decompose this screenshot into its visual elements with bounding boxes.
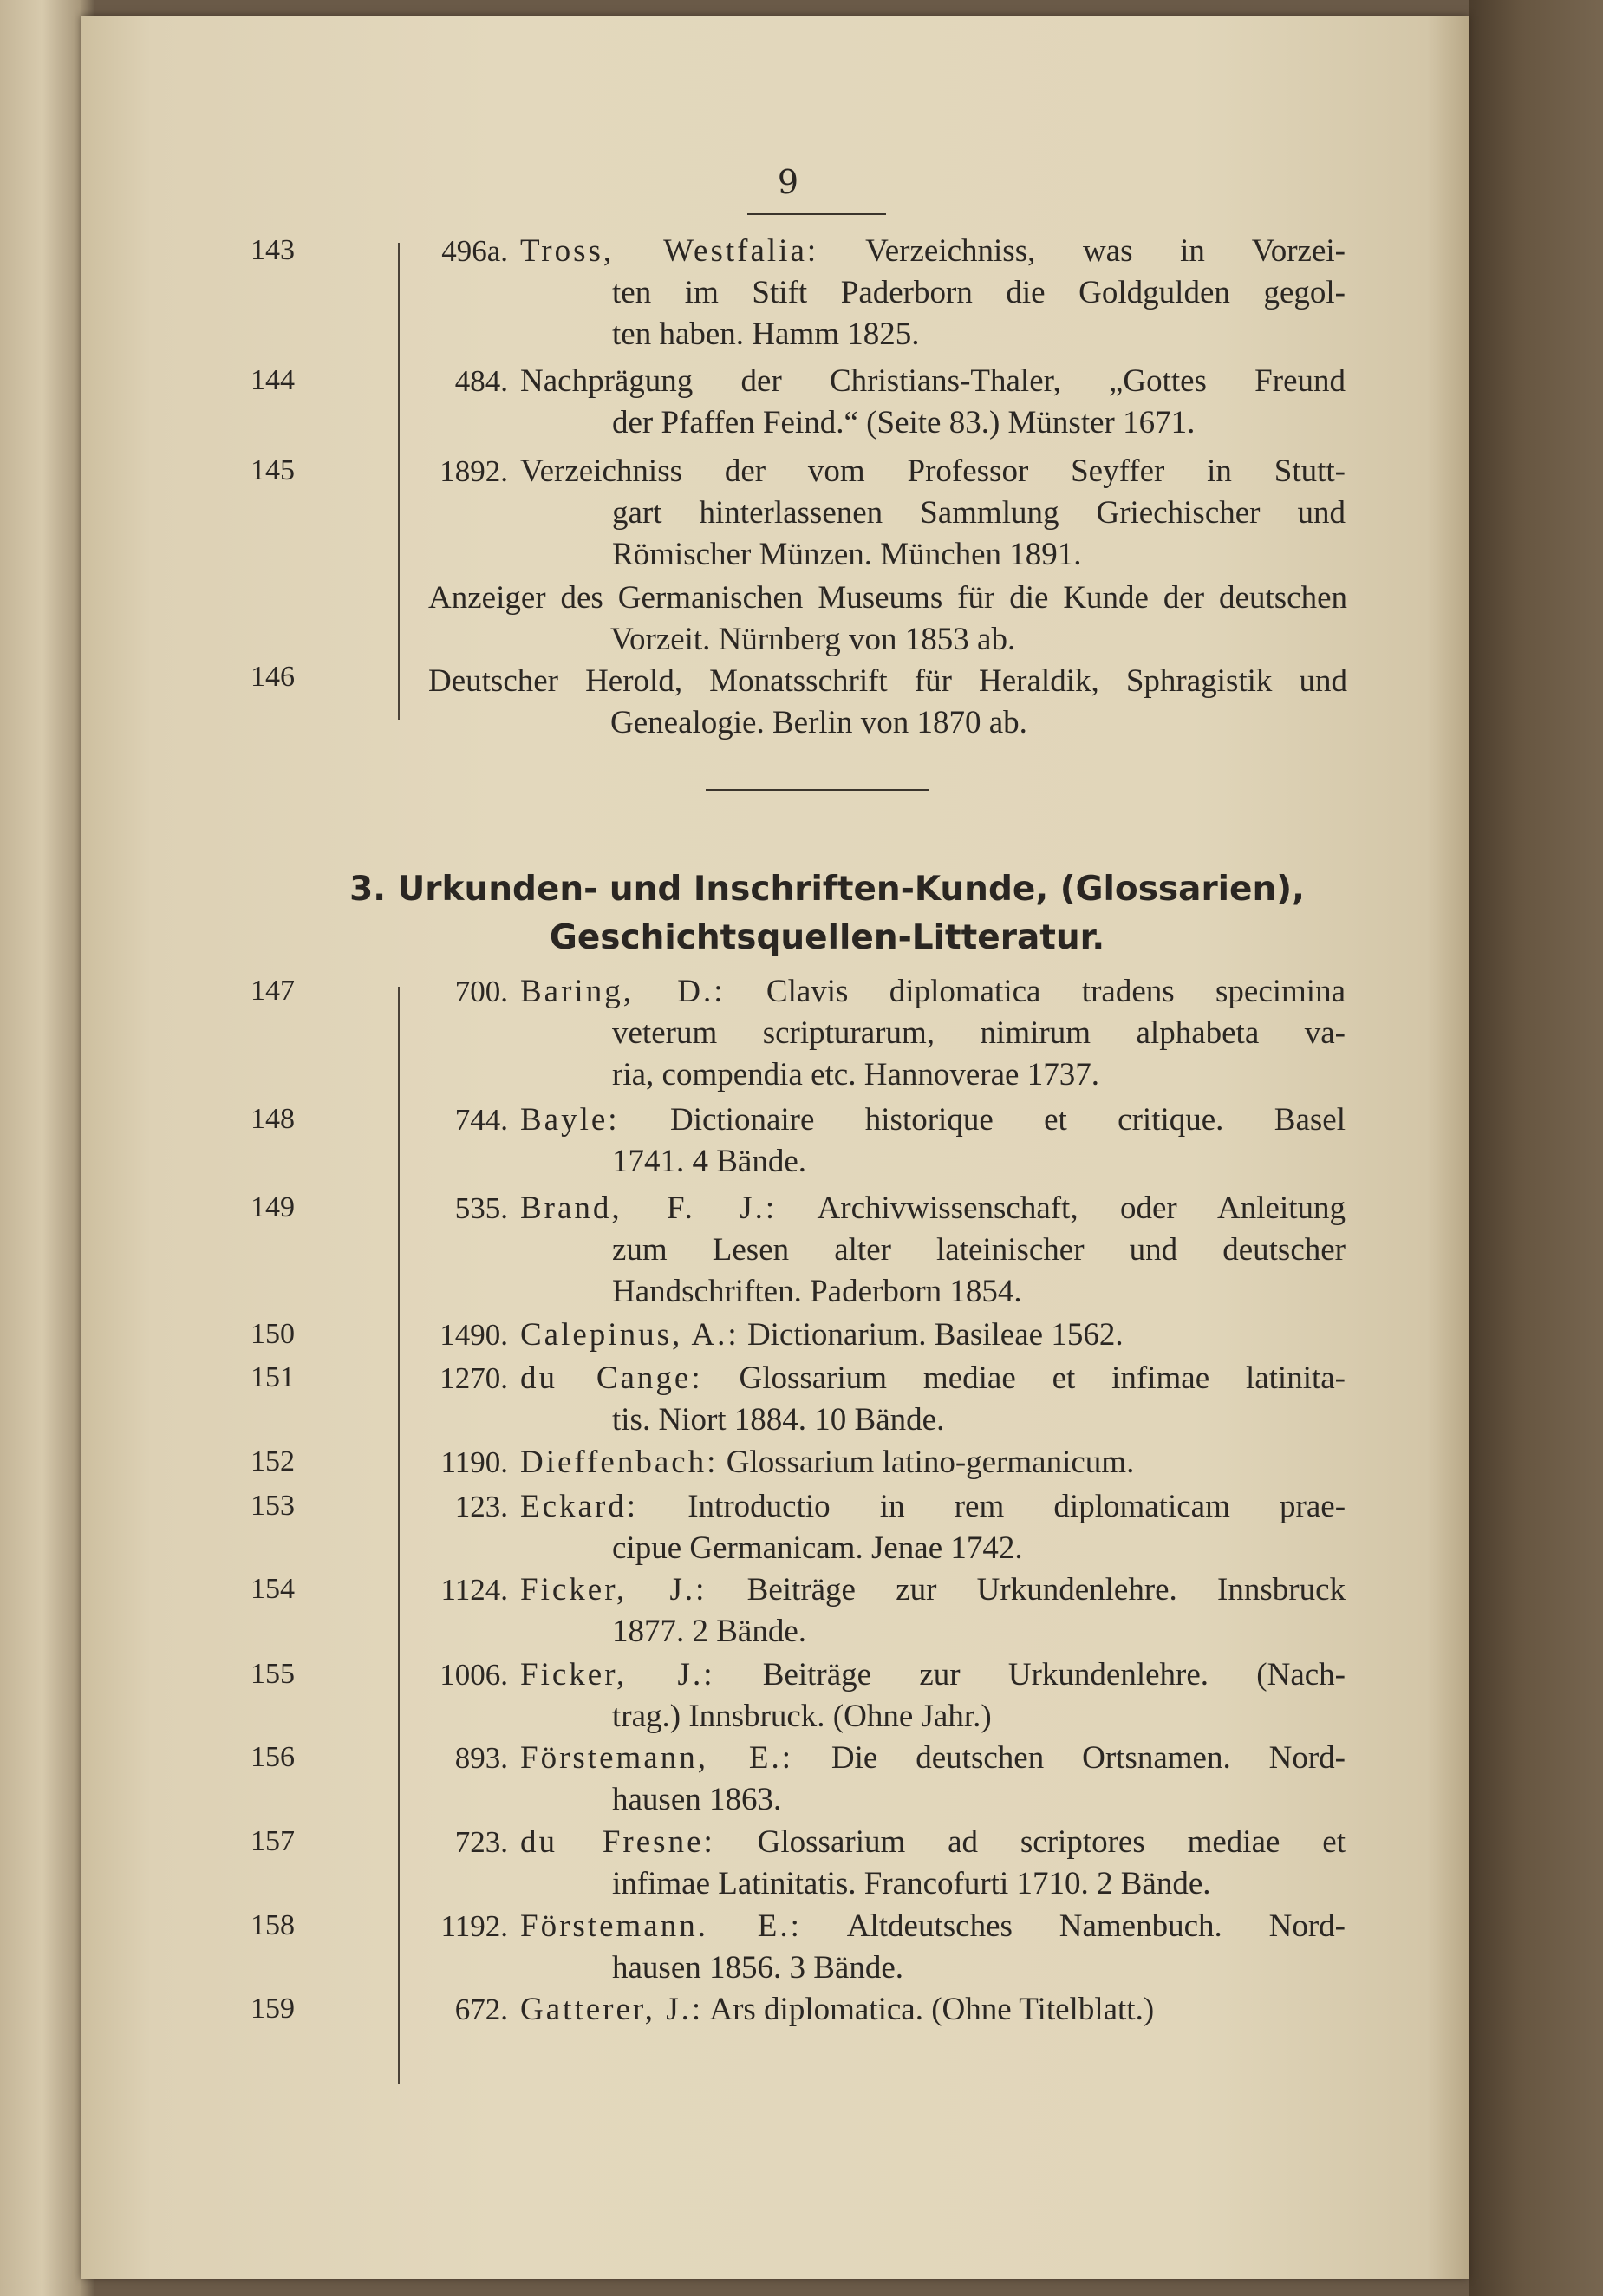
- entry-line: [520, 451, 1346, 492]
- entry-line-text: Introductio in rem diplomaticam prae-: [687, 1489, 1346, 1524]
- entry-text: [520, 451, 1346, 576]
- entry-author: Baring, D.:: [520, 974, 726, 1009]
- entry-line: [520, 1314, 1346, 1356]
- entry-line-text: ten haben. Hamm 1825.: [612, 316, 920, 352]
- catalogue-number: 1490.: [440, 1318, 508, 1352]
- entry-line: [520, 361, 1346, 402]
- entry-text: [520, 1486, 1346, 1569]
- entry-line-text: Dictionarium. Basileae 1562.: [746, 1317, 1124, 1353]
- background-edge: [1469, 0, 1603, 2296]
- entry-line: [520, 1654, 1346, 1696]
- entry-text: [520, 1358, 1346, 1441]
- entry-anzeiger: Anzeiger des Germanischen Museums für die Kunde der deutschen Vorzeit. Nürnberg von 1853 ab.: [428, 580, 1347, 657]
- entry-text: [520, 1822, 1346, 1905]
- entry-line-text: cipue Germanicam. Jenae 1742.: [612, 1530, 1023, 1566]
- entry-line: [520, 1569, 1346, 1611]
- previous-page-edge: [0, 0, 94, 2296]
- entry-line: [520, 1013, 1346, 1054]
- entry-author: Dieffenbach:: [520, 1445, 719, 1480]
- entry-author: Ficker, J.:: [520, 1657, 715, 1693]
- entry-author: du Fresne:: [520, 1824, 715, 1860]
- catalogue-number: 723.: [454, 1825, 508, 1859]
- entry-line: [520, 1989, 1346, 2031]
- section-separator: [706, 789, 929, 791]
- entry-line: [520, 1822, 1346, 1863]
- entry-line: [520, 1399, 1346, 1441]
- column-divider-top: [398, 243, 400, 720]
- entry-line-text: hausen 1863.: [612, 1782, 782, 1817]
- entry-line: [520, 1054, 1346, 1096]
- entry-text: [520, 1654, 1346, 1738]
- entry-author: Bayle:: [520, 1102, 620, 1138]
- entry-text: [520, 971, 1346, 1096]
- lot-number: 153: [251, 1490, 295, 1522]
- entry-text: [520, 1099, 1346, 1183]
- entry-line: [520, 1611, 1346, 1653]
- section-title-line1: Urkunden- und Inschriften-Kunde, (Glossarien),: [397, 870, 1305, 909]
- entry-line: [520, 402, 1346, 444]
- entry-author: Tross, Westfalia:: [520, 233, 819, 269]
- entry-line: [520, 1442, 1346, 1484]
- entry-line-text: zum Lesen alter lateinischer und deutscher: [612, 1232, 1346, 1268]
- entry-author: Eckard:: [520, 1489, 639, 1524]
- entry-line: [520, 1528, 1346, 1569]
- catalogue-number: 1270.: [440, 1361, 508, 1395]
- lot-number: 147: [251, 975, 295, 1007]
- entry-line: [520, 1738, 1346, 1779]
- lot-number: 146: [251, 661, 295, 693]
- entry-line: [520, 1099, 1346, 1141]
- book-page: [81, 16, 1469, 2279]
- entry-line: [520, 231, 1346, 272]
- entry-line-text: 1741. 4 Bände.: [612, 1144, 807, 1179]
- lot-number: 144: [251, 364, 295, 396]
- entry-line-text: Dictionaire historique et critique. Basel: [669, 1102, 1346, 1138]
- lot-number: 143: [251, 234, 295, 266]
- lot-number: 151: [251, 1361, 295, 1393]
- entry-author: Förstemann. E.:: [520, 1908, 802, 1944]
- catalogue-number: 1124.: [440, 1573, 508, 1607]
- section-heading: [307, 865, 1347, 962]
- entry-line: [520, 1863, 1346, 1905]
- entry-line-text: gart hinterlassenen Sammlung Griechischer und: [612, 495, 1346, 531]
- catalogue-number: 484.: [454, 364, 508, 398]
- entry-line: [520, 1486, 1346, 1528]
- entry-line: [520, 272, 1346, 314]
- entry-text: [520, 1989, 1346, 2031]
- lot-number: 155: [251, 1658, 295, 1690]
- entry-line-text: ria, compendia etc. Hannoverae 1737.: [612, 1057, 1099, 1093]
- entry-line-text: trag.) Innsbruck. (Ohne Jahr.): [612, 1699, 992, 1734]
- catalogue-number: 1190.: [440, 1445, 508, 1479]
- entry-line-text: Altdeutsches Namenbuch. Nord-: [846, 1908, 1346, 1944]
- entry-line-text: Nachprägung der Christians-Thaler, „Gottes Freund: [520, 363, 1346, 399]
- entry-text: [520, 1442, 1346, 1484]
- entry-line-text: hausen 1856. 3 Bände.: [612, 1950, 904, 1986]
- catalogue-number: 893.: [454, 1741, 508, 1775]
- entry-line: [520, 314, 1346, 355]
- entry-text: [520, 1314, 1346, 1356]
- lot-number: 159: [251, 1993, 295, 2025]
- entry-author: Brand, F. J.:: [520, 1190, 778, 1226]
- entry-line: [520, 492, 1346, 534]
- entry-author: du Cange:: [520, 1360, 703, 1396]
- entry-line: [520, 1271, 1346, 1313]
- entry-line-text: ten im Stift Paderborn die Goldgulden gegol-: [612, 275, 1346, 310]
- lot-number: 149: [251, 1191, 295, 1223]
- entry-line-text: Verzeichniss, was in Vorzei-: [865, 233, 1346, 269]
- entry-line-text: Römischer Münzen. München 1891.: [612, 537, 1082, 572]
- lot-number: 154: [251, 1573, 295, 1605]
- entry-line-text: veterum scripturarum, nimirum alphabeta va-: [612, 1015, 1346, 1051]
- entry-line: [520, 1358, 1346, 1399]
- entry-text: [520, 1906, 1346, 1989]
- catalogue-number: 535.: [454, 1191, 508, 1225]
- catalogue-number: 672.: [454, 1993, 508, 2026]
- entry-line-text: Ars diplomatica. (Ohne Titelblatt.): [709, 1992, 1155, 2027]
- entry-line: [520, 1696, 1346, 1738]
- catalogue-number: 496a.: [441, 234, 508, 268]
- lot-number: 156: [251, 1741, 295, 1773]
- entry-line-text: Die deutschen Ortsnamen. Nord-: [831, 1740, 1346, 1776]
- entry-line: [520, 1906, 1346, 1947]
- entry-line: [520, 1947, 1346, 1989]
- lot-number: 152: [251, 1445, 295, 1477]
- entry-author: Förstemann, E.:: [520, 1740, 793, 1776]
- entry-line: [520, 971, 1346, 1013]
- entry-line-text: Handschriften. Paderborn 1854.: [612, 1274, 1022, 1309]
- entry-line-text: tis. Niort 1884. 10 Bände.: [612, 1402, 945, 1438]
- entry-line: [520, 1141, 1346, 1183]
- entry-author: Ficker, J.:: [520, 1572, 707, 1608]
- lot-number: 158: [251, 1909, 295, 1941]
- entry-line-text: Clavis diplomatica tradens specimina: [766, 974, 1346, 1009]
- section-number: 3.: [349, 870, 387, 909]
- entry-text: [520, 1569, 1346, 1653]
- lot-number: 150: [251, 1318, 295, 1350]
- entry-line-text: der Pfaffen Feind.“ (Seite 83.) Münster 1671.: [612, 405, 1196, 440]
- entry-line: [520, 1779, 1346, 1821]
- section-title-line2: Geschichtsquellen-Litteratur.: [549, 918, 1105, 957]
- page-number-rule: [747, 213, 886, 215]
- entry-line-text: Beiträge zur Urkundenlehre. Innsbruck: [746, 1572, 1346, 1608]
- lot-number: 145: [251, 454, 295, 486]
- entry-deutscher-herold: Deutscher Herold, Monatsschrift für Heraldik, Sphragistik und Genealogie. Berlin von 1870 ab.: [428, 663, 1347, 740]
- page-number: 9: [777, 163, 799, 201]
- entry-line-text: Glossarium latino-germanicum.: [726, 1445, 1135, 1480]
- catalogue-number: 744.: [454, 1103, 508, 1137]
- catalogue-number: 1192.: [440, 1909, 508, 1943]
- entry-line-text: Beiträge zur Urkundenlehre. (Nach-: [762, 1657, 1346, 1693]
- catalogue-number: 123.: [454, 1490, 508, 1523]
- catalogue-number: 1006.: [440, 1658, 508, 1692]
- entry-author: Calepinus, A.:: [520, 1317, 740, 1353]
- entry-line-text: 1877. 2 Bände.: [612, 1614, 807, 1649]
- entry-line-text: Glossarium ad scriptores mediae et: [757, 1824, 1346, 1860]
- entry-text: [520, 1188, 1346, 1313]
- catalogue-number: 1892.: [440, 454, 508, 488]
- entry-line-text: infimae Latinitatis. Francofurti 1710. 2 Bände.: [612, 1866, 1211, 1901]
- column-divider-bottom: [398, 987, 400, 2084]
- entry-line-text: Verzeichniss der vom Professor Seyffer in Stutt-: [520, 453, 1346, 489]
- entry-author: Gatterer, J.:: [520, 1992, 704, 2027]
- lot-number: 148: [251, 1103, 295, 1135]
- entry-line: [520, 1188, 1346, 1230]
- entry-line: [520, 1230, 1346, 1271]
- lot-number: 157: [251, 1825, 295, 1857]
- entry-line-text: Glossarium mediae et infimae latinita-: [739, 1360, 1346, 1396]
- entry-line: [520, 534, 1346, 576]
- entry-text: [520, 1738, 1346, 1821]
- catalogue-number: 700.: [454, 975, 508, 1008]
- entry-text: [520, 361, 1346, 444]
- entry-line-text: Archivwissenschaft, oder Anleitung: [817, 1190, 1346, 1226]
- entry-text: [520, 231, 1346, 355]
